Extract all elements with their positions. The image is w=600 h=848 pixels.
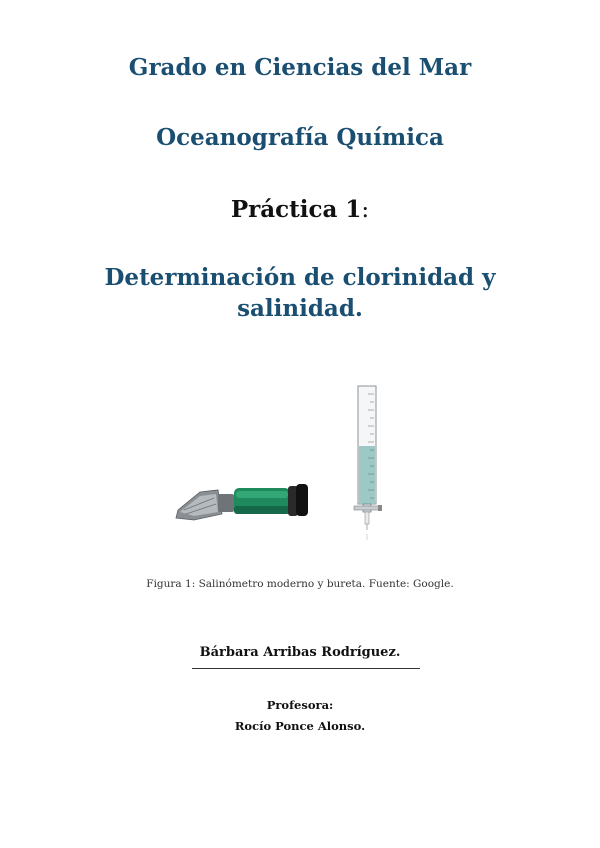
practice-label: Práctica 1 xyxy=(230,196,362,223)
practice-separator: : xyxy=(361,197,370,223)
professor-name: Rocío Ponce Alonso. xyxy=(234,719,366,733)
figure-image xyxy=(160,380,440,550)
signature-rule xyxy=(192,668,420,669)
refractometer-image xyxy=(176,484,308,520)
topic-title xyxy=(0,262,600,324)
author-name: Bárbara Arribas Rodríguez. xyxy=(199,645,401,660)
burette-image xyxy=(354,386,382,540)
figure-caption: Figura 1: Salinómetro moderno y bureta. Fuente: Google. xyxy=(146,578,454,590)
professor-label: Profesora: xyxy=(266,698,334,712)
degree-title: Grado en Ciencias del Mar xyxy=(128,54,472,81)
topic-line-2: salinidad. xyxy=(237,295,363,322)
practice-heading xyxy=(0,196,600,223)
topic-line-1: Determinación de clorinidad y xyxy=(104,264,496,291)
course-title: Oceanografía Química xyxy=(156,124,444,151)
